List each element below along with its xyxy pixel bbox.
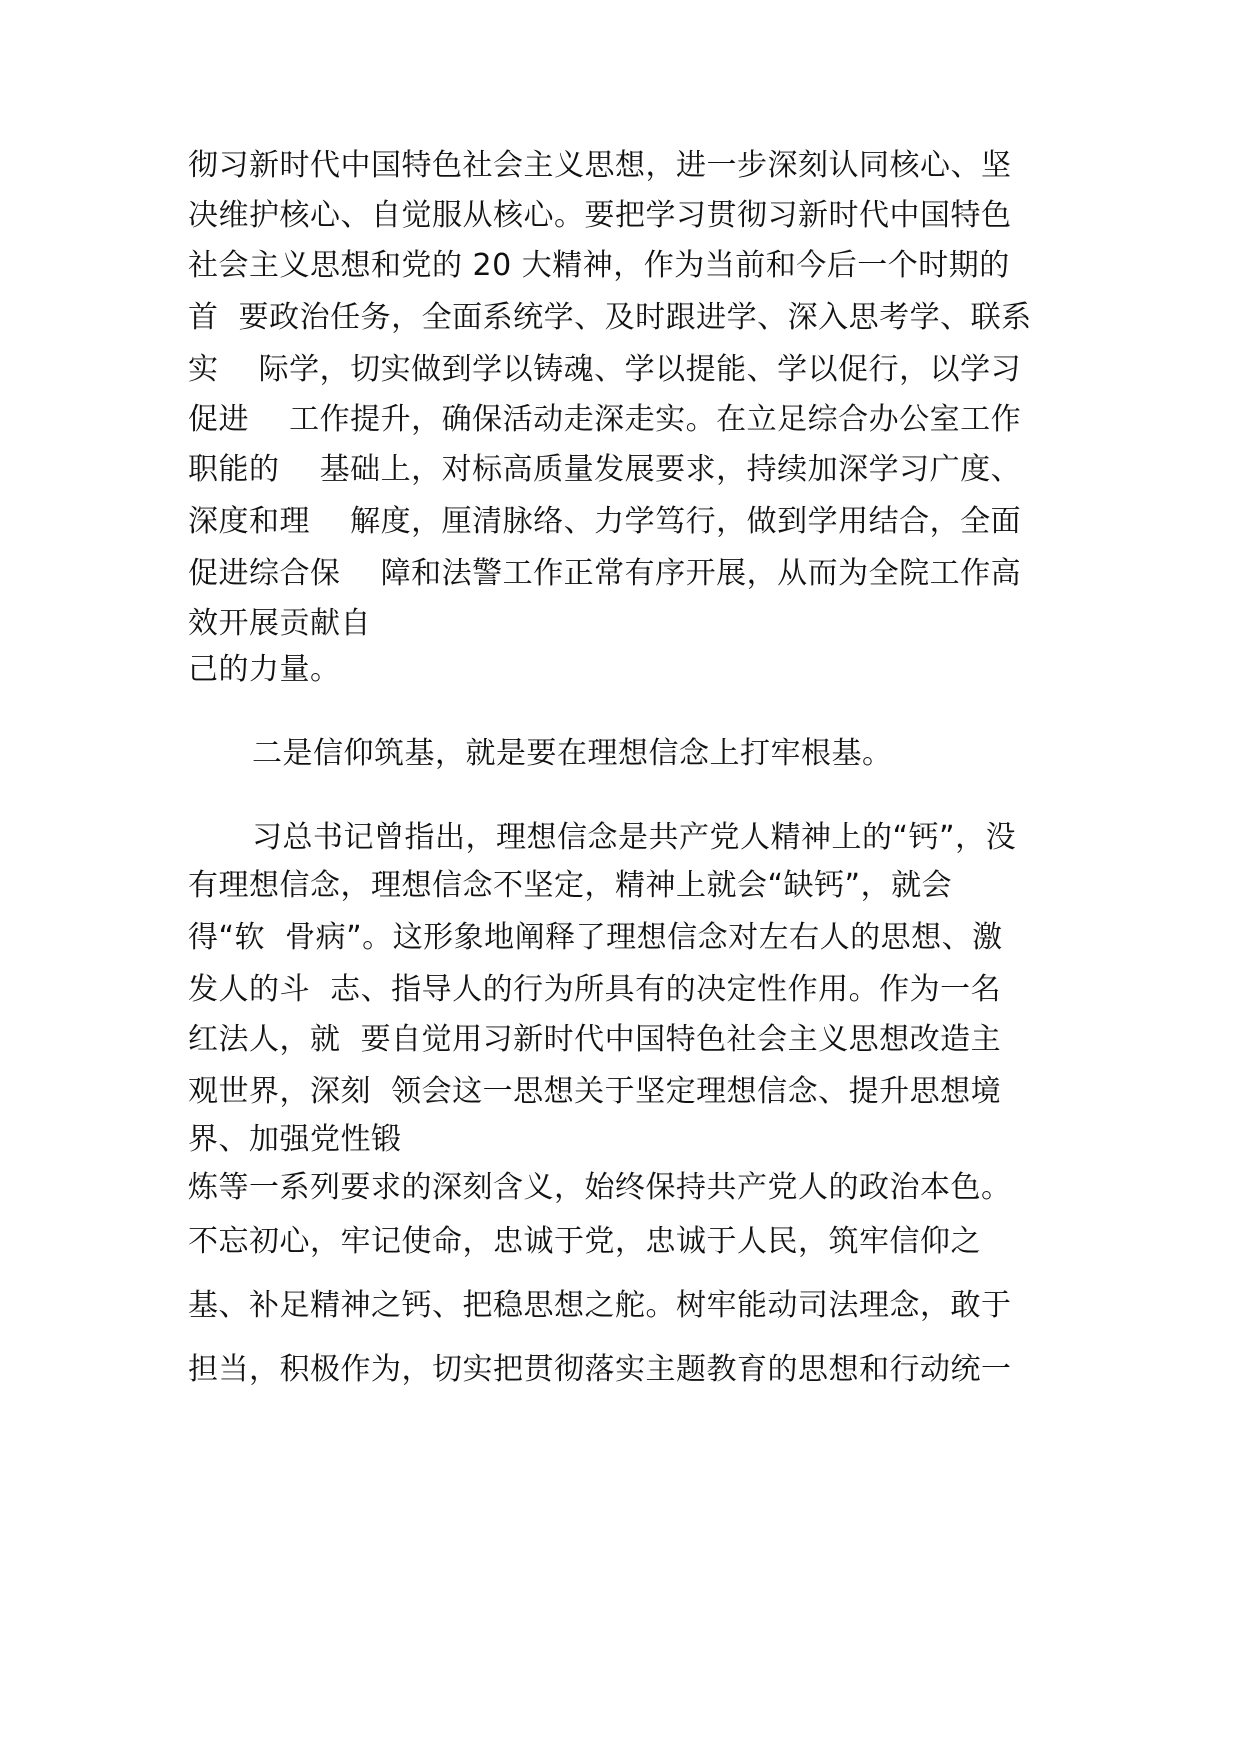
paragraph-2-line-9: 不忘初心，牢记使命，忠诚于党，忠诚于人民，筑牢信仰之 [188,1224,981,1259]
paragraph-2-line-3: 得“软 骨病”。这形象地阐释了理想信念对左右人的思想、激 [188,920,1003,955]
paragraph-1-line-9: 促进综合保 障和法警工作正常有序开展，从而为全院工作高 [188,556,1022,591]
paragraph-1-line-2: 决维护核心、自觉服从核心。要把学习贯彻习新时代中国特色 [188,198,1012,233]
paragraph-2-line-8: 炼等一系列要求的深刻含义，始终保持共产党人的政治本色。 [188,1170,1012,1205]
paragraph-1-line-10: 效开展贡献自 [188,606,371,641]
paragraph-1-line-3: 社会主义思想和党的 20 大精神，作为当前和今后一个时期的 [188,248,1010,283]
paragraph-2-line-7: 界、加强党性锻 [188,1122,402,1157]
paragraph-2-line-1: 习总书记曾指出，理想信念是共产党人精神上的“钙”，没 [252,820,1017,855]
paragraph-1-line-5: 实 际学，切实做到学以铸魂、学以提能、学以促行，以学习 [188,352,1022,387]
paragraph-1-line-8: 深度和理 解度，厘清脉络、力学笃行，做到学用结合，全面 [188,504,1022,539]
section-heading-2: 二是信仰筑基，就是要在理想信念上打牢根基。 [252,736,893,771]
paragraph-1-line-4: 首 要政治任务，全面系统学、及时跟进学、深入思考学、联系 [188,300,1032,335]
paragraph-1-line-1: 彻习新时代中国特色社会主义思想，进一步深刻认同核心、坚 [188,148,1012,183]
paragraph-2-line-11: 担当，积极作为，切实把贯彻落实主题教育的思想和行动统一 [188,1352,1012,1387]
paragraph-2-line-2: 有理想信念，理想信念不坚定，精神上就会“缺钙”，就会 [188,868,953,903]
paragraph-2-line-6: 观世界，深刻 领会这一思想关于坚定理想信念、提升思想境 [188,1074,1002,1109]
paragraph-1-line-11: 己的力量。 [188,652,341,687]
paragraph-2-line-5: 红法人，就 要自觉用习新时代中国特色社会主义思想改造主 [188,1022,1002,1057]
paragraph-2-line-4: 发人的斗 志、指导人的行为所具有的决定性作用。作为一名 [188,972,1002,1007]
paragraph-1-line-7: 职能的 基础上，对标高质量发展要求，持续加深学习广度、 [188,452,1022,487]
paragraph-1-line-6: 促进 工作提升，确保活动走深走实。在立足综合办公室工作 [188,402,1022,437]
paragraph-2-line-10: 基、补足精神之钙、把稳思想之舵。树牢能动司法理念，敢于 [188,1288,1012,1323]
